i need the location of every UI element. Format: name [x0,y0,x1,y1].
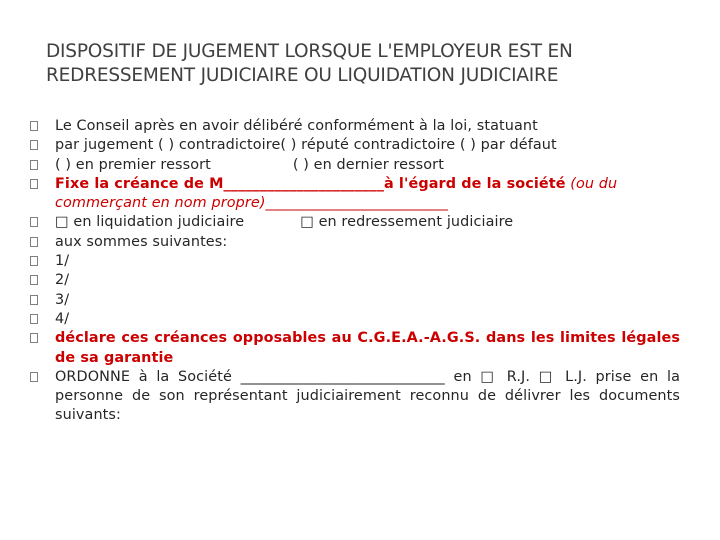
title-line-2: REDRESSEMENT JUDICIAIRE OU LIQUIDATION JUDICIAIRE [46,65,559,86]
list-item-opposables [30,329,680,368]
square-bullet-icon [30,237,38,247]
square-bullet-icon [30,275,38,285]
opposables-text: déclare ces créances opposables au C.G.E.A.-A.G.S. dans les limites légales de sa garantie [55,330,680,366]
square-bullet-icon [30,179,38,189]
list-item-4 [30,310,680,329]
item-text: par jugement ( ) contradictoire( ) réputé contradictoire ( ) par défaut [55,137,557,154]
list-item-ordonne [30,368,680,426]
list-item-sommes [30,233,680,252]
list-item-procedure [30,213,680,232]
item-text: 4/ [55,310,70,327]
item-text: 1/ [55,253,70,270]
bullet-list [30,117,680,426]
creance-bold-text: Fixe la créance de M______________________à l'égard de la société [55,175,566,192]
dernier-ressort-text: ( ) en dernier ressort [292,156,444,173]
square-bullet-icon [30,372,38,382]
item-text: Le Conseil après en avoir délibéré conformément à la loi, statuant [55,118,538,134]
list-item-2 [30,271,680,290]
item-text: aux sommes suivantes: [55,233,228,250]
premier-ressort-text: ( ) en premier ressort [55,156,211,173]
creance-blank-line: _________________________ [265,195,448,212]
square-bullet-icon [30,314,38,324]
item-text: 2/ [55,272,70,289]
square-bullet-icon [30,160,38,170]
square-bullet-icon [30,295,38,305]
list-item-conseil [30,117,680,136]
square-bullet-icon [30,121,38,131]
square-bullet-icon [30,256,38,266]
liquidation-option: □ en liquidation judiciaire [55,214,245,231]
creance-italic-text: (ou du commerçant en nom propre) [55,175,618,212]
redressement-option: □ en redressement judiciaire [300,214,514,231]
list-item-jugement [30,136,680,155]
square-bullet-icon [30,333,38,343]
list-item-creance [30,175,680,214]
ordonne-text: ORDONNE à la Société ____________________________ en □ R.J. □ L.J. prise en la personne de son représentant judiciairement reconnu de délivrer les documents suivants: [55,368,680,424]
square-bullet-icon [30,217,38,227]
list-item-ressort [30,156,680,175]
title-line-1: DISPOSITIF DE JUGEMENT LORSQUE L'EMPLOYEUR EST EN [46,41,573,62]
list-item-3 [30,291,680,310]
item-text: 3/ [55,291,70,308]
list-item-1 [30,252,680,271]
slide-title [46,40,686,88]
square-bullet-icon [30,140,38,150]
